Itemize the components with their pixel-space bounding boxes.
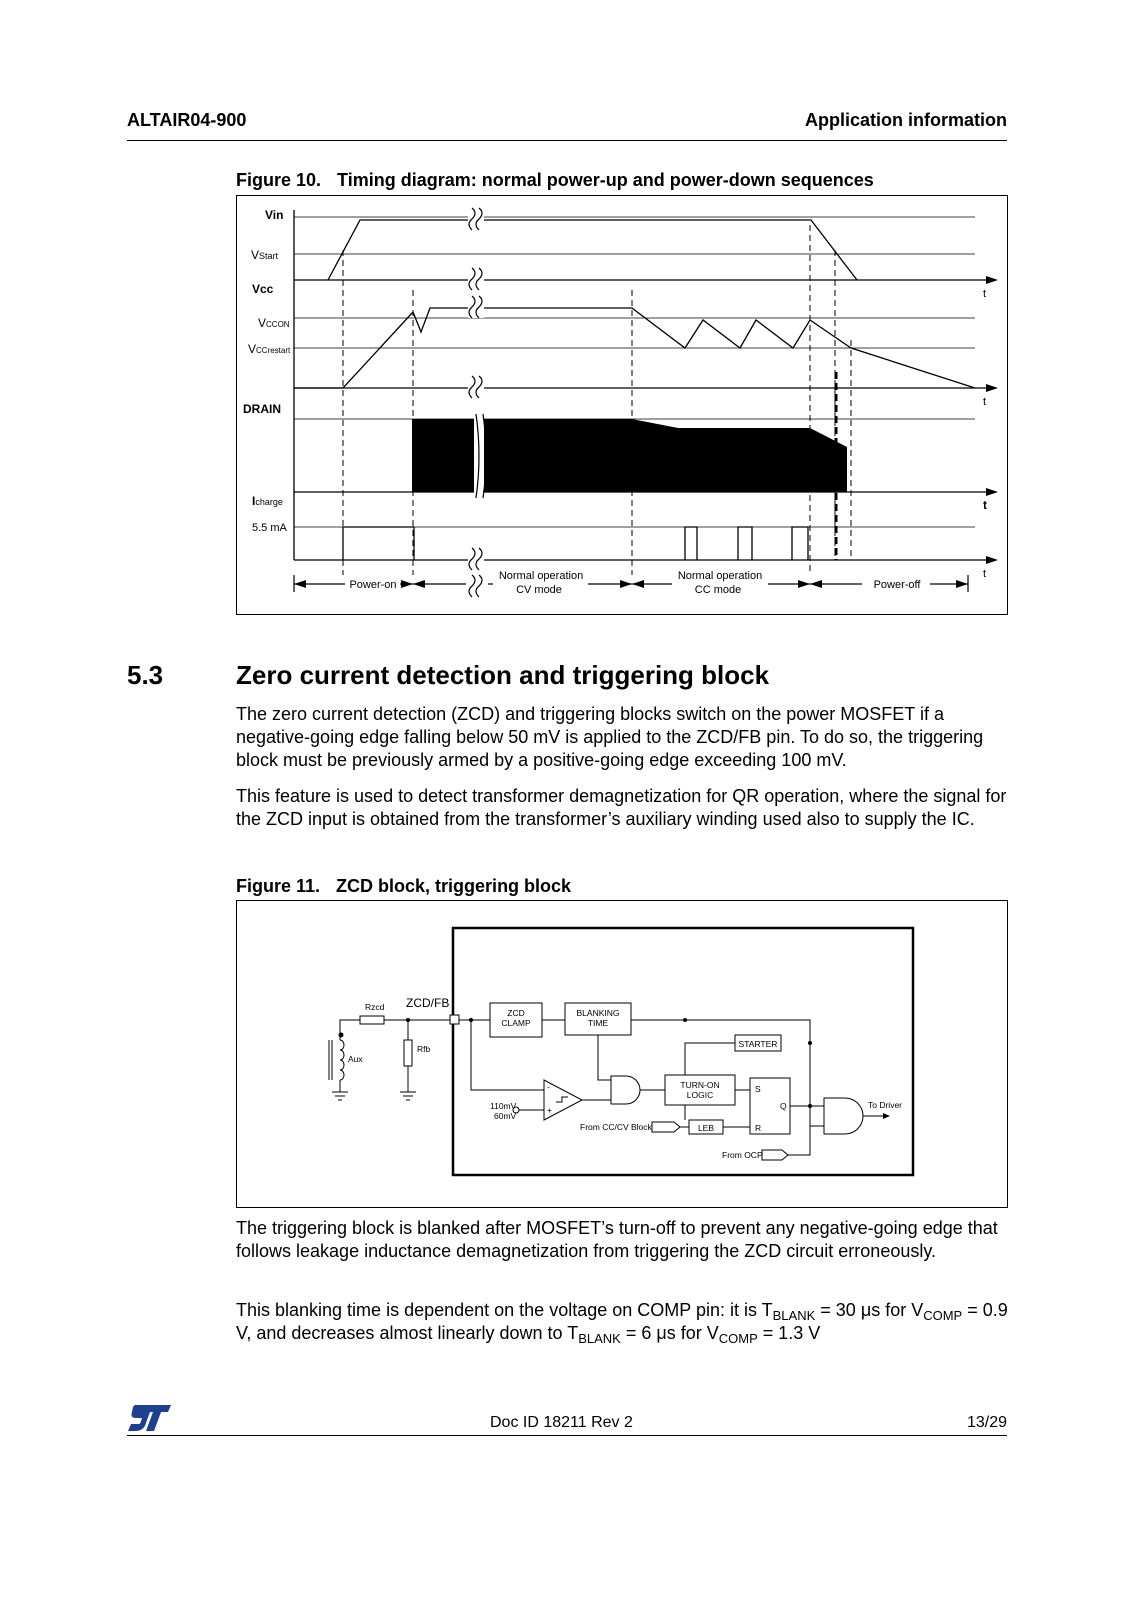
section-number: 5.3 <box>127 660 164 690</box>
phase-power-on: Power-on <box>349 579 397 591</box>
label-t-icharge: t <box>983 498 987 512</box>
section-header: Application information <box>805 110 1007 130</box>
doc-id: Doc ID 18211 Rev 2 <box>490 1414 633 1431</box>
figure10-number: Figure 10. <box>236 170 322 190</box>
phase-normal-cv-line1: Normal operation <box>498 570 584 582</box>
doc-title: ALTAIR04-900 <box>127 110 247 130</box>
label-ocp: From OCP <box>722 1150 763 1160</box>
label-t-phase: t <box>983 568 987 580</box>
label-turn-on-1: TURN-ON <box>680 1080 720 1090</box>
figure11-caption <box>236 876 571 897</box>
label-5-5ma: 5.5 mA <box>252 522 287 534</box>
paragraph-zcd-intro: The zero current detection (ZCD) and triggering blocks switch on the power MOSFET if a negative-going edge falling below 50 mV is applied to the ZCD/FB pin. To do so, the triggering block must be previously armed by a positive-going edge exceeding 100 mV. <box>236 704 984 770</box>
ic-boundary <box>453 928 913 1175</box>
paragraph-blanking-time: This blanking time is dependent on the voltage on COMP pin: it is $T_{BLANK} = 30$ μs for $V_{COMP} = 0.9$ V, and decreases almost linearly down to $T_{BLANK} = 6$ μs for $V_{COMP} = 1.3$ V <box>236 1300 1008 1346</box>
label-turn-on-2: LOGIC <box>686 1090 714 1100</box>
figure11-number: Figure 11. <box>236 876 321 896</box>
label-vccrestart: VCCrestart <box>248 342 291 356</box>
figure10-title: Timing diagram: normal power-up and power-down sequences <box>337 170 874 190</box>
label-s: S <box>755 1084 761 1094</box>
zcd-fb-pin <box>450 1015 459 1024</box>
ocp-input-tag <box>762 1150 788 1160</box>
label-r: R <box>755 1123 762 1133</box>
break-marks <box>468 208 484 597</box>
timing-diagram <box>237 196 1007 614</box>
paragraph-blanking: The triggering block is blanked after MOSFET’s turn-off to prevent any negative-going edge that follows leakage inductance demagnetization from triggering the ZCD circuit erroneously. <box>236 1218 998 1261</box>
timing-diagram-figure <box>236 195 1008 615</box>
label-starter: STARTER <box>738 1039 778 1049</box>
rfb-resistor <box>404 1040 412 1066</box>
phase-normal-cv-line2: CV mode <box>516 584 562 596</box>
label-vccon: VCCON <box>258 316 290 330</box>
figure11-title: ZCD block, triggering block <box>336 876 572 896</box>
label-t-vcc: t <box>983 288 987 300</box>
st-logo-icon <box>127 1403 173 1433</box>
label-blanking-1: BLANKING <box>576 1008 620 1018</box>
label-zcd-fb: ZCD/FB <box>406 996 450 1010</box>
paragraph-zcd-qr: This feature is used to detect transformer demagnetization for QR operation, where the signal for the ZCD input is obtained from the transformer’s auxiliary winding used also to supply the IC. <box>236 786 1007 829</box>
label-rzcd: Rzcd <box>365 1002 385 1012</box>
label-drain: DRAIN <box>243 402 281 416</box>
footer-divider <box>127 1435 1007 1436</box>
zcd-block-figure <box>236 900 1008 1208</box>
label-leb: LEB <box>697 1123 715 1133</box>
label-60mv: 60mV <box>494 1111 517 1121</box>
label-zcd-clamp-1: ZCD <box>507 1008 525 1018</box>
cc-cv-input-tag <box>652 1122 680 1132</box>
label-zcd-clamp-2: CLAMP <box>501 1018 531 1028</box>
and-gate-1 <box>611 1076 640 1104</box>
label-rfb: Rfb <box>417 1044 431 1054</box>
phase-normal-cc-line1: Normal operation <box>677 570 763 582</box>
figure10-caption <box>236 170 874 191</box>
label-110mv: 110mV <box>490 1101 517 1111</box>
label-icharge: Icharge <box>252 494 283 508</box>
label-aux: Aux <box>348 1054 363 1064</box>
section-title: Zero current detection and triggering block <box>236 660 770 690</box>
phase-normal-cc-line2: CC mode <box>694 584 742 596</box>
page-number: 13/29 <box>966 1414 1007 1431</box>
label-t-drain: t <box>983 396 987 408</box>
label-driver: To Driver <box>868 1100 903 1110</box>
header-divider <box>127 140 1007 141</box>
label-blanking-2: TIME <box>587 1018 609 1028</box>
label-cc-cv: From CC/CV Block <box>580 1122 652 1132</box>
zcd-block-diagram <box>237 901 1007 1207</box>
and-gate-2 <box>824 1098 863 1134</box>
label-vcc: Vcc <box>252 282 274 296</box>
label-q: Q <box>780 1101 787 1111</box>
phase-power-off: Power-off <box>873 579 921 591</box>
label-vin: Vin <box>265 208 284 222</box>
label-vstart: VStart <box>251 248 279 262</box>
label-minus: - <box>547 1082 550 1092</box>
label-plus: + <box>547 1105 552 1115</box>
rzcd-resistor <box>360 1016 384 1024</box>
